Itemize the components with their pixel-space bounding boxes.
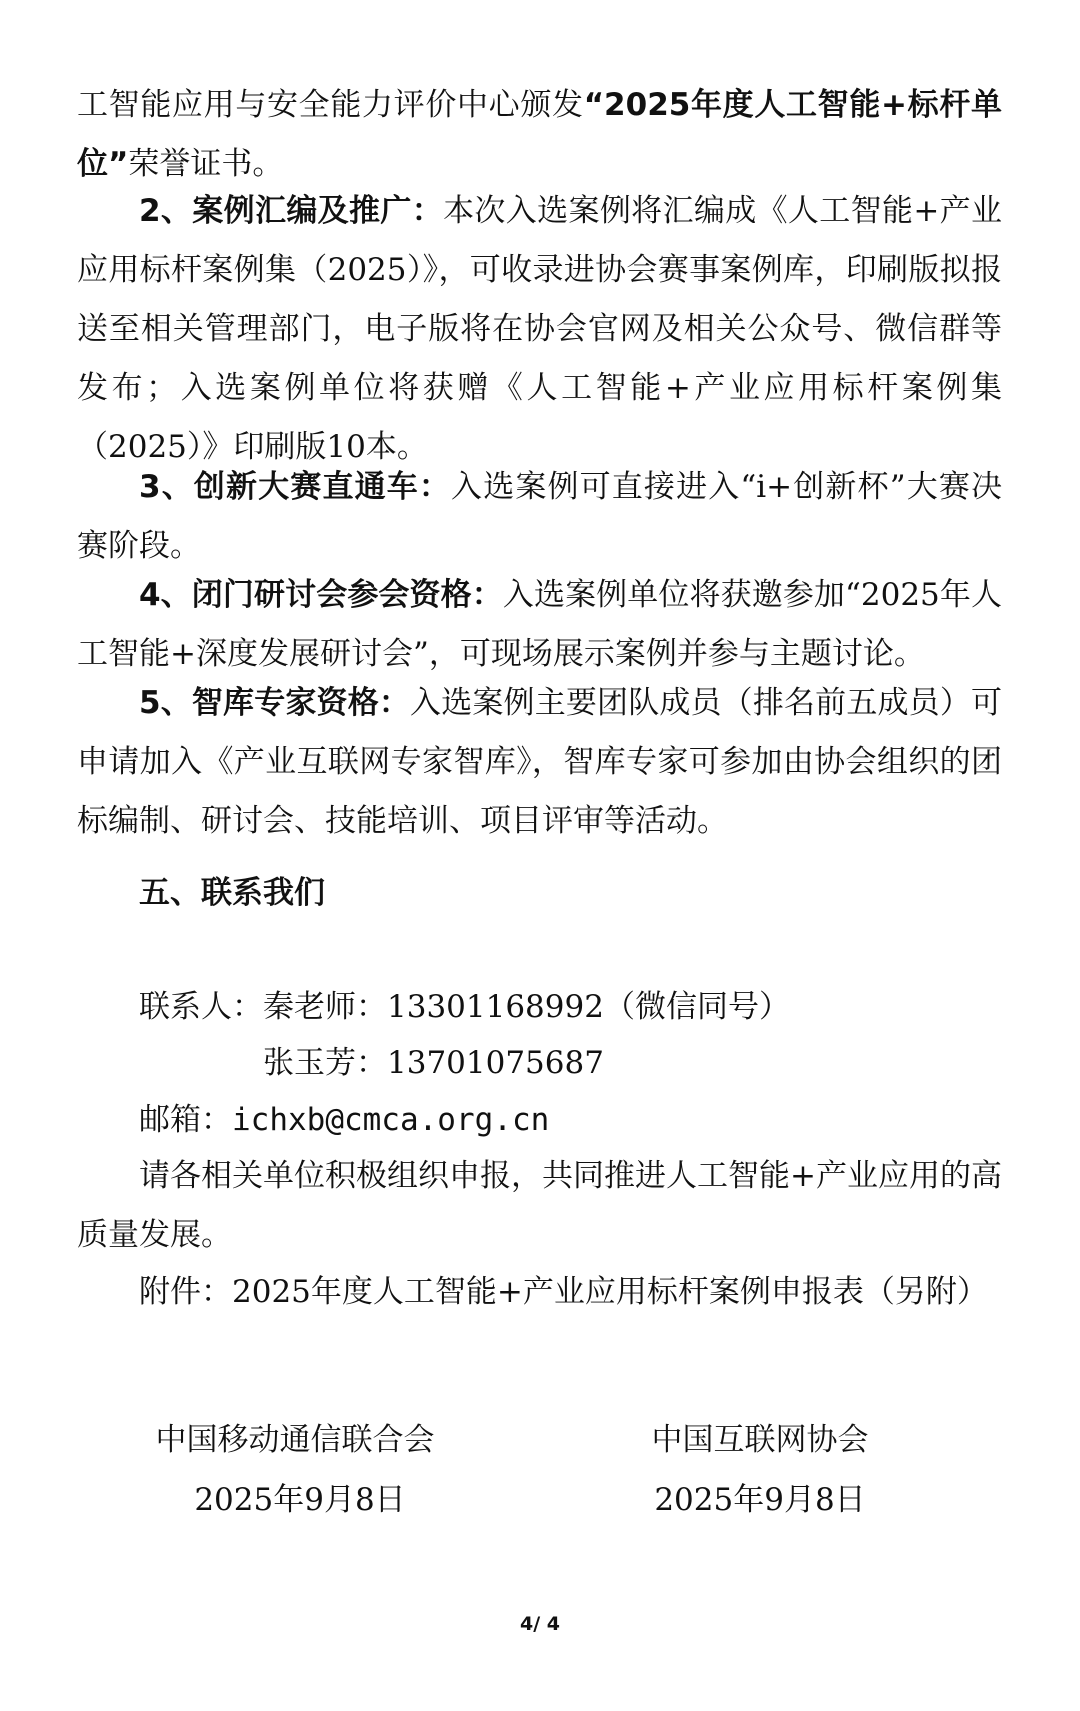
benefit-item-4 bbox=[77, 566, 1002, 684]
email-address: ichxb@cmca.org.cn bbox=[232, 1102, 550, 1138]
benefit-item-3 bbox=[77, 458, 1002, 576]
contact-section-title: 五、联系我们 bbox=[139, 875, 325, 911]
contact-person-line: 联系人：秦老师：13301168992（微信同号） bbox=[139, 989, 790, 1025]
signature-org-isc: 中国互联网协会 bbox=[651, 1422, 869, 1458]
benefit-heading: 2、案例汇编及推广： bbox=[139, 193, 444, 229]
closing-paragraph: 请各相关单位积极组织申报，共同推进人工智能+产业应用的高质量发展。 bbox=[77, 1158, 1002, 1253]
award-title: “2025年度人工智能+标杆单位” bbox=[77, 87, 1002, 182]
intro-text-end: 荣誉证书。 bbox=[128, 146, 284, 182]
benefit-body: 入选案例可直接进入“i+创新杯”大赛决赛阶段。 bbox=[77, 469, 1002, 564]
signature-date-isc: 2025年9月8日 bbox=[654, 1482, 866, 1518]
benefit-body: 入选案例主要团队成员（排名前五成员）可申请加入《产业互联网专家智库》，智库专家可参加由协会组织的团标编制、研讨会、技能培训、项目评审等活动。 bbox=[77, 685, 1002, 839]
intro-text: 工智能应用与安全能力评价中心颁发 bbox=[77, 87, 584, 123]
benefit-body: 入选案例单位将获邀参加“2025年人工智能+深度发展研讨会”，可现场展示案例并参与主题讨论。 bbox=[77, 577, 1002, 672]
email-line bbox=[139, 1100, 549, 1140]
benefit-heading: 4、闭门研讨会参会资格： bbox=[139, 577, 503, 613]
benefit-heading: 3、创新大赛直通车： bbox=[139, 469, 452, 505]
contact-person-line-2: 张玉芳：13701075687 bbox=[263, 1045, 604, 1081]
signature-org-cmca: 中国移动通信联合会 bbox=[155, 1422, 435, 1458]
signature-date-cmca: 2025年9月8日 bbox=[194, 1482, 406, 1518]
benefit-body: 本次入选案例将汇编成《人工智能+产业应用标杆案例集（2025）》，可收录进协会赛事案例库，印刷版拟报送至相关管理部门，电子版将在协会官网及相关公众号、微信群等发布；入选案例单位将获赠《人工智能+产业应用标杆案例集（2025）》印刷版10本。 bbox=[77, 193, 1002, 465]
benefit-heading: 5、智库专家资格： bbox=[139, 685, 411, 721]
email-label: 邮箱： bbox=[139, 1102, 232, 1138]
benefit-item-5 bbox=[77, 674, 1002, 851]
page-number: 4/ 4 bbox=[520, 1613, 560, 1635]
benefit-item-2 bbox=[77, 182, 1002, 477]
intro-paragraph bbox=[77, 76, 1002, 194]
attachment-line: 附件：2025年度人工智能+产业应用标杆案例申报表（另附） bbox=[139, 1274, 988, 1310]
